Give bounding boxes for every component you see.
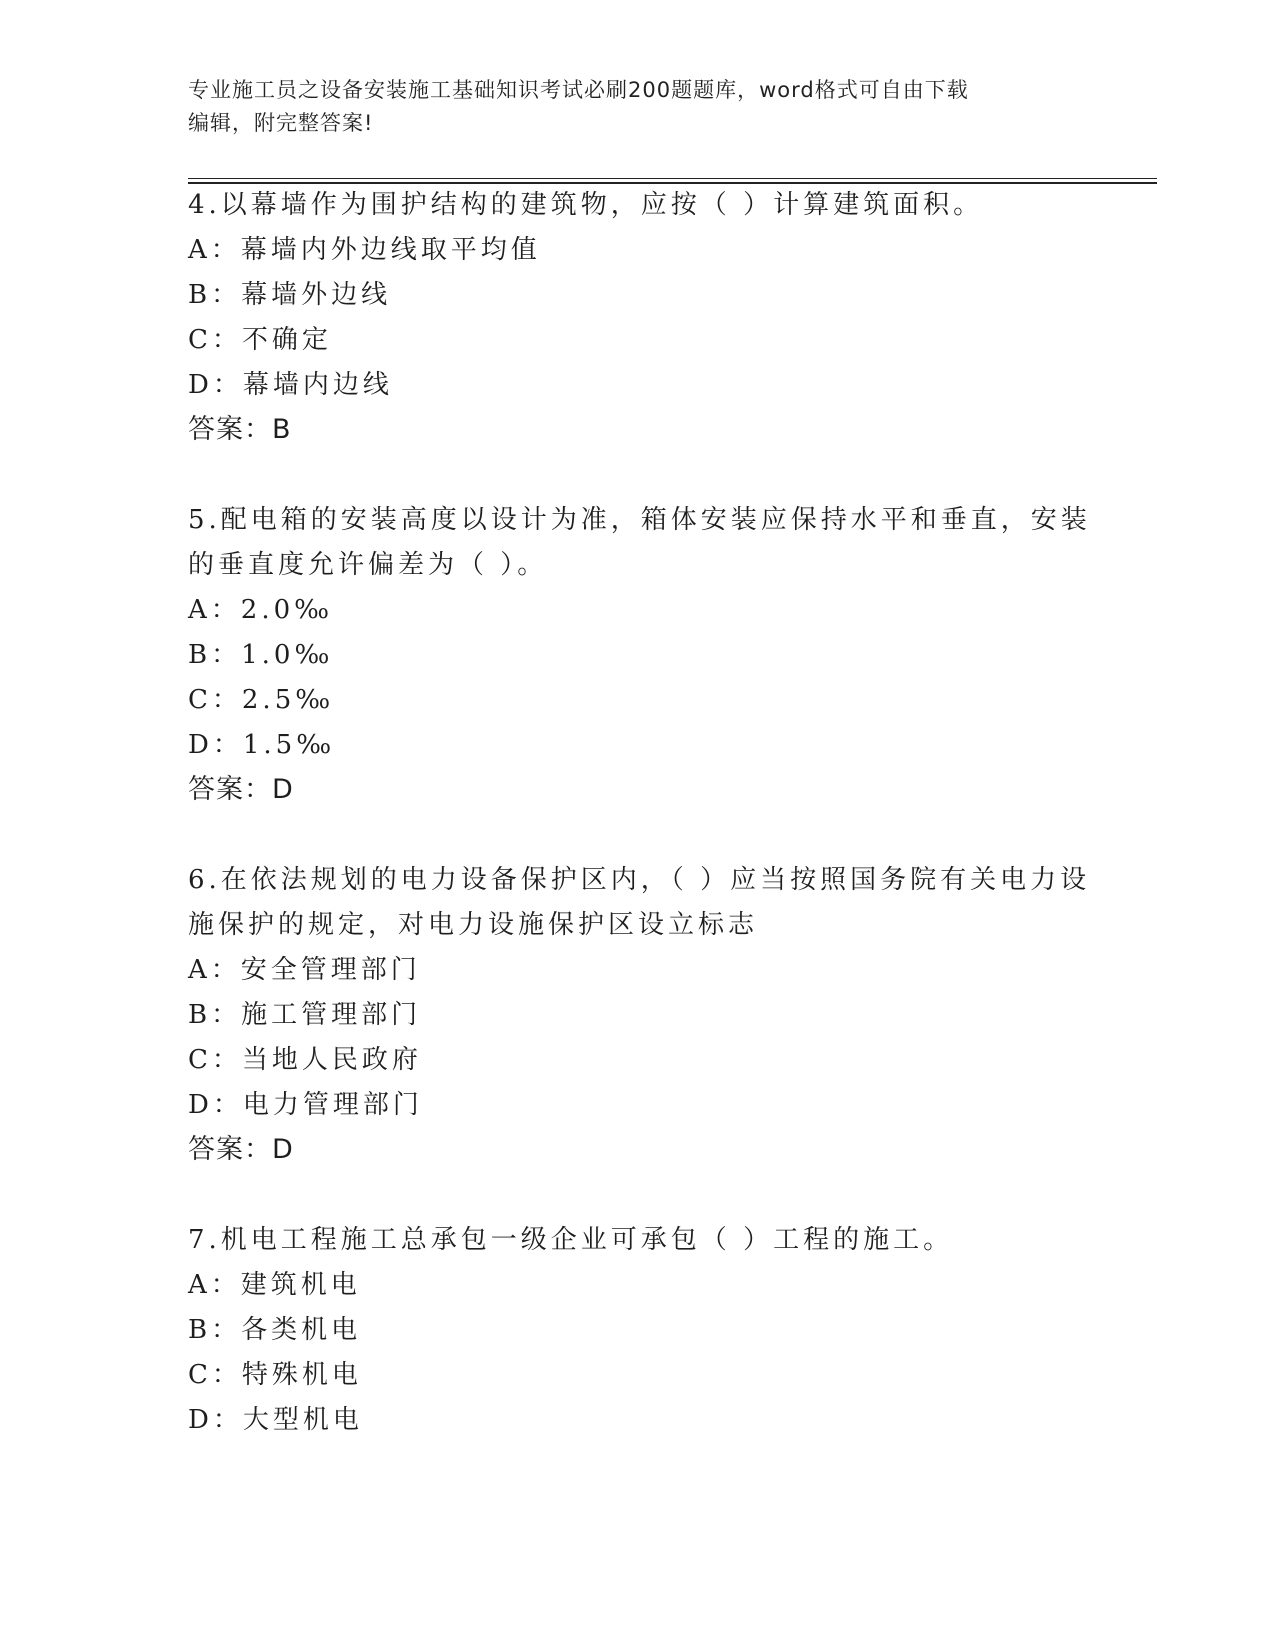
document-header: [188, 74, 1068, 140]
header-line-1: 专业施工员之设备安装施工基础知识考试必刷200题题库，word格式可自由下载: [188, 78, 969, 102]
question-6-option-b: B：施工管理部门: [188, 1000, 422, 1030]
question-7-option-c: C：特殊机电: [188, 1360, 362, 1390]
question-6-option-d: D：电力管理部门: [188, 1090, 423, 1120]
question-4-option-d: D：幕墙内边线: [188, 370, 393, 400]
question-4-option-a: A：幕墙内外边线取平均值: [188, 235, 541, 265]
header-line-2: 编辑，附完整答案!: [188, 111, 374, 135]
question-5-option-d: D：1.5‰: [188, 730, 336, 760]
question-5-option-a: A：2.0‰: [188, 595, 334, 625]
question-7-option-d: D：大型机电: [188, 1405, 363, 1435]
header-divider-thick: [188, 182, 1157, 184]
question-5-option-b: B：1.0‰: [188, 640, 334, 670]
question-4-option-b: B：幕墙外边线: [188, 280, 392, 310]
question-4-option-c: C：不确定: [188, 325, 332, 355]
question-6-option-c: C：当地人民政府: [188, 1045, 422, 1075]
question-6-stem-line-1: 6.在依法规划的电力设备保护区内，（ ）应当按照国务院有关电力设: [188, 865, 1091, 895]
question-5-answer: 答案：D: [188, 774, 294, 805]
question-4-stem: 4.以幕墙作为围护结构的建筑物，应按（ ）计算建筑面积。: [188, 190, 984, 220]
question-7-option-a: A：建筑机电: [188, 1270, 361, 1300]
question-7-stem: 7.机电工程施工总承包一级企业可承包（ ）工程的施工。: [188, 1225, 954, 1255]
question-5-option-c: C：2.5‰: [188, 685, 335, 715]
question-6-option-a: A：安全管理部门: [188, 955, 421, 985]
question-7-option-b: B：各类机电: [188, 1315, 362, 1345]
question-6-answer: 答案：D: [188, 1134, 294, 1165]
question-5-stem-line-2: 的垂直度允许偏差为（ ）。: [188, 550, 548, 580]
header-divider-thin: [188, 178, 1157, 179]
question-6-stem-line-2: 施保护的规定，对电力设施保护区设立标志: [188, 910, 759, 940]
question-4-answer: 答案：B: [188, 414, 292, 445]
question-5-stem-line-1: 5.配电箱的安装高度以设计为准，箱体安装应保持水平和垂直，安装: [188, 505, 1091, 535]
